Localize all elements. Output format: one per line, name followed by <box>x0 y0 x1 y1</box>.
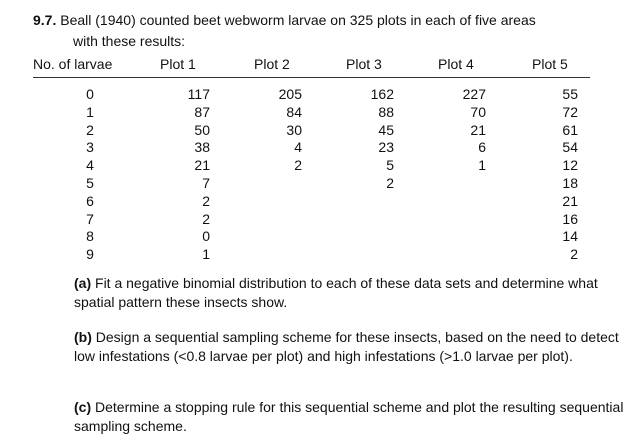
table-cell: 61 <box>562 121 578 138</box>
table-cell: 72 <box>562 103 578 120</box>
problem-statement <box>33 10 633 52</box>
table-cell: 6 <box>478 139 486 156</box>
table-cell: 5 <box>386 157 394 174</box>
table-cell: 50 <box>194 121 210 138</box>
header-plot-5: Plot 5 <box>532 56 568 72</box>
column-plot-4 <box>446 86 486 175</box>
table-cell: 12 <box>562 157 578 174</box>
table-cell: 2 <box>202 210 210 227</box>
table-cell: 9 <box>86 246 94 263</box>
header-larvae: No. of larvae <box>33 56 113 72</box>
problem-text-1: Beall (1940) counted beet webworm larvae on 325 plots in each of five areas <box>56 12 536 28</box>
question-a <box>74 274 634 312</box>
column-plot-2 <box>262 86 302 175</box>
table-cell: 18 <box>562 174 578 191</box>
table-cell: 23 <box>378 139 394 156</box>
question-c-label: (c) <box>74 399 92 415</box>
table-cell: 6 <box>86 192 94 209</box>
table-cell: 54 <box>562 139 578 156</box>
table-cell: 0 <box>86 86 94 102</box>
question-a-label: (a) <box>74 275 92 291</box>
table-cell: 1 <box>478 157 486 174</box>
table-cell: 4 <box>86 157 94 174</box>
table-cell: 1 <box>202 246 210 263</box>
table-cell: 55 <box>562 86 578 102</box>
table-cell: 205 <box>278 86 302 102</box>
table-cell: 14 <box>562 228 578 245</box>
table-cell: 2 <box>386 174 394 191</box>
table-cell: 21 <box>194 157 210 174</box>
table-cell: 84 <box>286 103 302 120</box>
table-cell: 70 <box>470 103 486 120</box>
table-cell: 227 <box>462 86 486 102</box>
table-cell: 2 <box>202 192 210 209</box>
table-cell: 2 <box>570 246 578 263</box>
question-a-text: Fit a negative binomial distribution to each of these data sets and determine what spatial pattern these insects show. <box>74 275 598 310</box>
column-plot-3 <box>354 86 394 193</box>
column-plot-5 <box>538 86 578 264</box>
question-b <box>74 328 634 366</box>
table-cell: 8 <box>86 228 94 245</box>
table-cell: 16 <box>562 210 578 227</box>
header-plot-3: Plot 3 <box>346 56 382 72</box>
table-cell: 7 <box>86 210 94 227</box>
column-larvae <box>70 86 110 264</box>
table-cell: 162 <box>370 86 394 102</box>
table-cell: 30 <box>286 121 302 138</box>
table-cell: 87 <box>194 103 210 120</box>
table-cell: 88 <box>378 103 394 120</box>
table-cell: 21 <box>562 192 578 209</box>
header-plot-2: Plot 2 <box>254 56 290 72</box>
question-c <box>74 398 634 436</box>
table-cell: 38 <box>194 139 210 156</box>
table-cell: 21 <box>470 121 486 138</box>
problem-number: 9.7. <box>33 12 57 28</box>
table-cell: 2 <box>86 121 94 138</box>
question-b-text: Design a sequential sampling scheme for these insects, based on the need to detect low infestations (<0.8 larvae per plot) and high infestations (>1.0 larvae per plot). <box>74 329 619 364</box>
column-plot-1 <box>170 86 210 264</box>
problem-line-2: with these results: <box>73 33 186 49</box>
header-plot-4: Plot 4 <box>438 56 474 72</box>
table-cell: 117 <box>187 86 210 102</box>
table-rule <box>33 77 590 78</box>
table-cell: 5 <box>86 174 94 191</box>
table-cell: 1 <box>86 103 94 120</box>
table-cell: 45 <box>378 121 394 138</box>
table-cell: 3 <box>86 139 94 156</box>
table-cell: 2 <box>294 157 302 174</box>
problem-line-1 <box>33 10 633 31</box>
header-plot-1: Plot 1 <box>160 56 196 72</box>
question-b-label: (b) <box>74 329 92 345</box>
question-c-text: Determine a stopping rule for this sequential scheme and plot the resulting sequential sampling scheme. <box>74 399 624 434</box>
table-cell: 7 <box>202 174 210 191</box>
table-cell: 0 <box>202 228 210 245</box>
table-cell: 4 <box>294 139 302 156</box>
table-header <box>0 56 639 76</box>
